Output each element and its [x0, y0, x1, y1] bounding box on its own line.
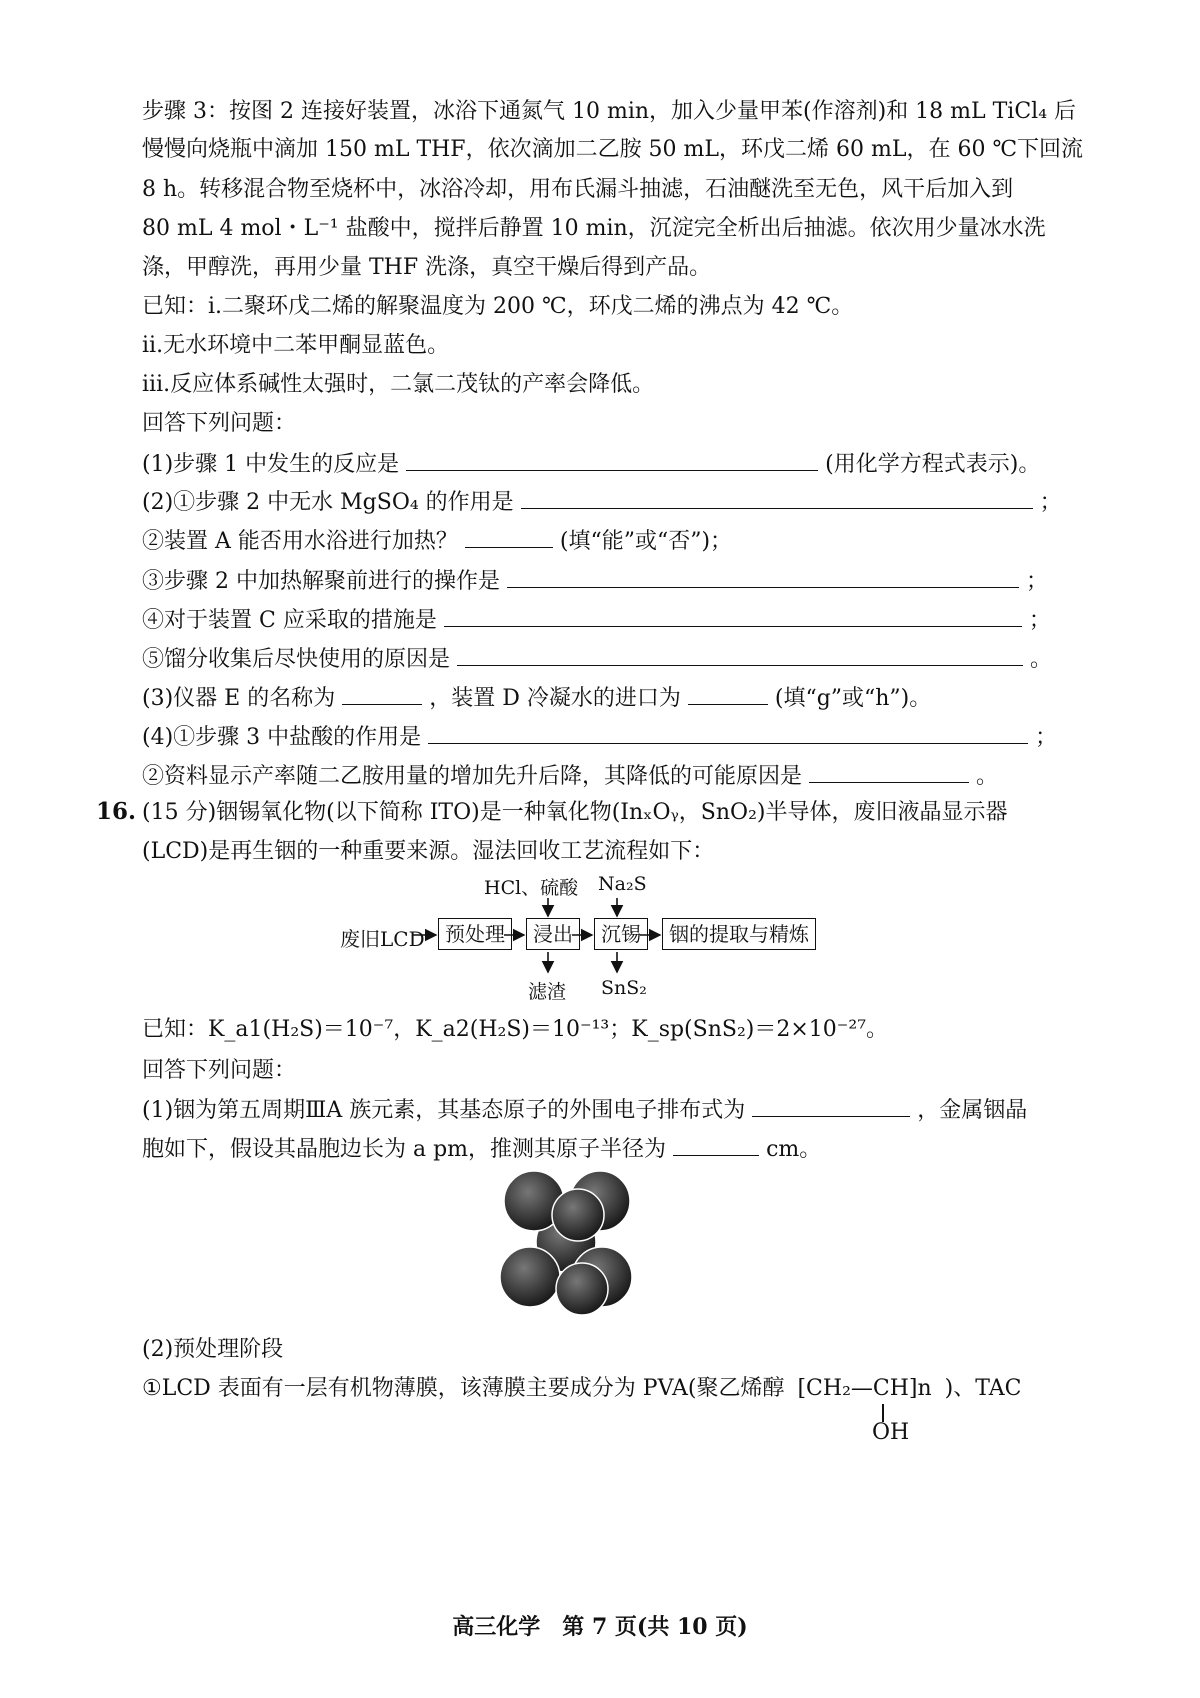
q1-suffix: (用化学方程式表示)。: [825, 452, 1041, 477]
q2-1-end: ；: [1039, 490, 1062, 515]
step3-line-3: 8 h。转移混合物至烧杯中，冰浴冷却，用布氏漏斗抽滤，石油醚洗至无色，风干后加入到: [142, 177, 1014, 202]
step3-line-4: 80 mL 4 mol・L⁻¹ 盐酸中，搅拌后静置 10 min，沉淀完全析出后抽滤。依次用少量冰水洗: [142, 216, 1046, 241]
question-2-1: [142, 486, 1062, 518]
flow-box-pretreat: 预处理: [438, 918, 512, 950]
question-16-number: 16.: [96, 798, 137, 825]
question-1: [142, 448, 1040, 480]
q4-1-end: ；: [1035, 725, 1058, 750]
flow-input-precipitate: Na₂S: [598, 873, 647, 895]
flow-input-leach: HCl、硫酸: [484, 877, 579, 899]
question-4-2: [142, 760, 998, 792]
q3-answer-blank-2[interactable]: [688, 682, 768, 705]
flow-start: 废旧LCD: [340, 927, 425, 951]
question-16-2-1: [142, 1374, 1021, 1404]
q2-1-text: (2)①步骤 2 中无水 MgSO₄ 的作用是: [142, 490, 514, 515]
flow-output-residue: 滤渣: [528, 981, 567, 1003]
q4-2-answer-blank[interactable]: [809, 760, 969, 783]
q16-1-text-a: (1)铟为第五周期ⅢA 族元素，其基态原子的外围电子排布式为: [142, 1098, 746, 1123]
known-1: 已知：ⅰ.二聚环戊二烯的解聚温度为 200 ℃，环戊二烯的沸点为 42 ℃。: [142, 294, 854, 319]
q2-4-text: ④对于装置 C 应采取的措施是: [142, 608, 437, 633]
q16-1-text-c: 胞如下，假设其晶胞边长为 a pm，推测其原子半径为: [142, 1137, 667, 1162]
question-16-1-line-1: [142, 1094, 1027, 1126]
q2-3-end: ；: [1026, 569, 1049, 594]
question-16-line-1: (15 分)铟锡氧化物(以下简称 ITO)是一种氧化物(InₓOᵧ，SnO₂)半导体，废旧液晶显示器: [142, 800, 1008, 825]
q4-2-text: ②资料显示产率随二乙胺用量的增加先升后降，其降低的可能原因是: [142, 764, 803, 789]
indium-unit-cell-image: [496, 1167, 636, 1317]
q2-3-text: ③步骤 2 中加热解聚前进行的操作是: [142, 569, 500, 594]
step3-line-5: 涤，甲醇洗，再用少量 THF 洗涤，真空干燥后得到产品。: [142, 255, 712, 280]
q16-1-answer-blank-2[interactable]: [673, 1133, 759, 1156]
q2-3-answer-blank[interactable]: [507, 565, 1019, 588]
question-2-2: [142, 525, 732, 557]
q2-2-text: ②装置 A 能否用水浴进行加热？: [142, 529, 458, 554]
question-4-1: [142, 721, 1057, 753]
q3-text-a: (3)仪器 E 的名称为: [142, 686, 336, 711]
q2-4-end: ；: [1028, 608, 1051, 633]
step3-line-2: 慢慢向烧瓶中滴加 150 mL THF，依次滴加二乙胺 50 mL，环戊二烯 60 mL，在 60 ℃下回流: [142, 137, 1084, 162]
flow-box-leach: 浸出: [526, 918, 580, 950]
flow-box-tin: 沉锡: [594, 918, 648, 950]
question-16-2-heading: (2)预处理阶段: [142, 1337, 284, 1362]
question-2-4: [142, 604, 1051, 636]
q3-text-c: (填“g”或“h”)。: [774, 686, 932, 711]
pva-hydroxyl: OH: [872, 1420, 910, 1445]
q4-1-text: (4)①步骤 3 中盐酸的作用是: [142, 725, 422, 750]
q4-2-end: 。: [976, 764, 999, 789]
known-2: ⅱ.无水环境中二苯甲酮显蓝色。: [142, 333, 450, 358]
flow-output-sns2: SnS₂: [601, 977, 647, 999]
q1-answer-blank[interactable]: [406, 448, 818, 471]
known-3: ⅲ.反应体系碱性太强时，二氯二茂钛的产率会降低。: [142, 372, 655, 397]
q1-text: (1)步骤 1 中发生的反应是: [142, 452, 400, 477]
q16-1-text-d: cm。: [766, 1137, 822, 1162]
answer-heading: 回答下列问题：: [142, 411, 297, 436]
answer-heading-16: 回答下列问题：: [142, 1058, 297, 1083]
step3-line-1: 步骤 3：按图 2 连接好装置，冰浴下通氮气 10 min，加入少量甲苯(作溶剂)和 18 mL TiCl₄ 后: [142, 99, 1077, 124]
q2-5-text: ⑤馏分收集后尽快使用的原因是: [142, 647, 451, 672]
q2-2-answer-blank[interactable]: [465, 525, 553, 548]
known-16: 已知：K_a1(H₂S)＝10⁻⁷，K_a2(H₂S)＝10⁻¹³；K_sp(SnS₂)＝2×10⁻²⁷。: [142, 1017, 889, 1042]
page-footer: 高三化学 第 7 页(共 10 页): [452, 1614, 748, 1640]
pva-formula: [CH₂—CH]n: [797, 1376, 932, 1401]
q2-5-answer-blank[interactable]: [457, 643, 1023, 666]
q2-4-answer-blank[interactable]: [444, 604, 1022, 627]
q3-text-b: ，装置 D 冷凝水的进口为: [429, 686, 681, 711]
q16-1-text-b: ，金属铟晶: [917, 1098, 1028, 1123]
q4-1-answer-blank[interactable]: [428, 721, 1028, 744]
flow-box-indium: 铟的提取与精炼: [662, 918, 816, 950]
q3-answer-blank-1[interactable]: [342, 682, 422, 705]
q2-1-answer-blank[interactable]: [521, 486, 1033, 509]
question-2-3: [142, 565, 1048, 597]
question-2-5: [142, 643, 1052, 675]
question-16-line-2: (LCD)是再生铟的一种重要来源。湿法回收工艺流程如下：: [142, 839, 715, 864]
q2-2-suffix: (填“能”或“否”)；: [559, 529, 733, 554]
q16-2-1-end: )、TAC: [944, 1376, 1022, 1401]
question-3: [142, 682, 931, 714]
q16-2-1-text: ①LCD 表面有一层有机物薄膜，该薄膜主要成分为 PVA(聚乙烯醇: [142, 1376, 785, 1401]
question-16-1-line-2: [142, 1133, 821, 1165]
q2-5-end: 。: [1030, 647, 1053, 672]
q16-1-answer-blank-1[interactable]: [752, 1094, 910, 1117]
